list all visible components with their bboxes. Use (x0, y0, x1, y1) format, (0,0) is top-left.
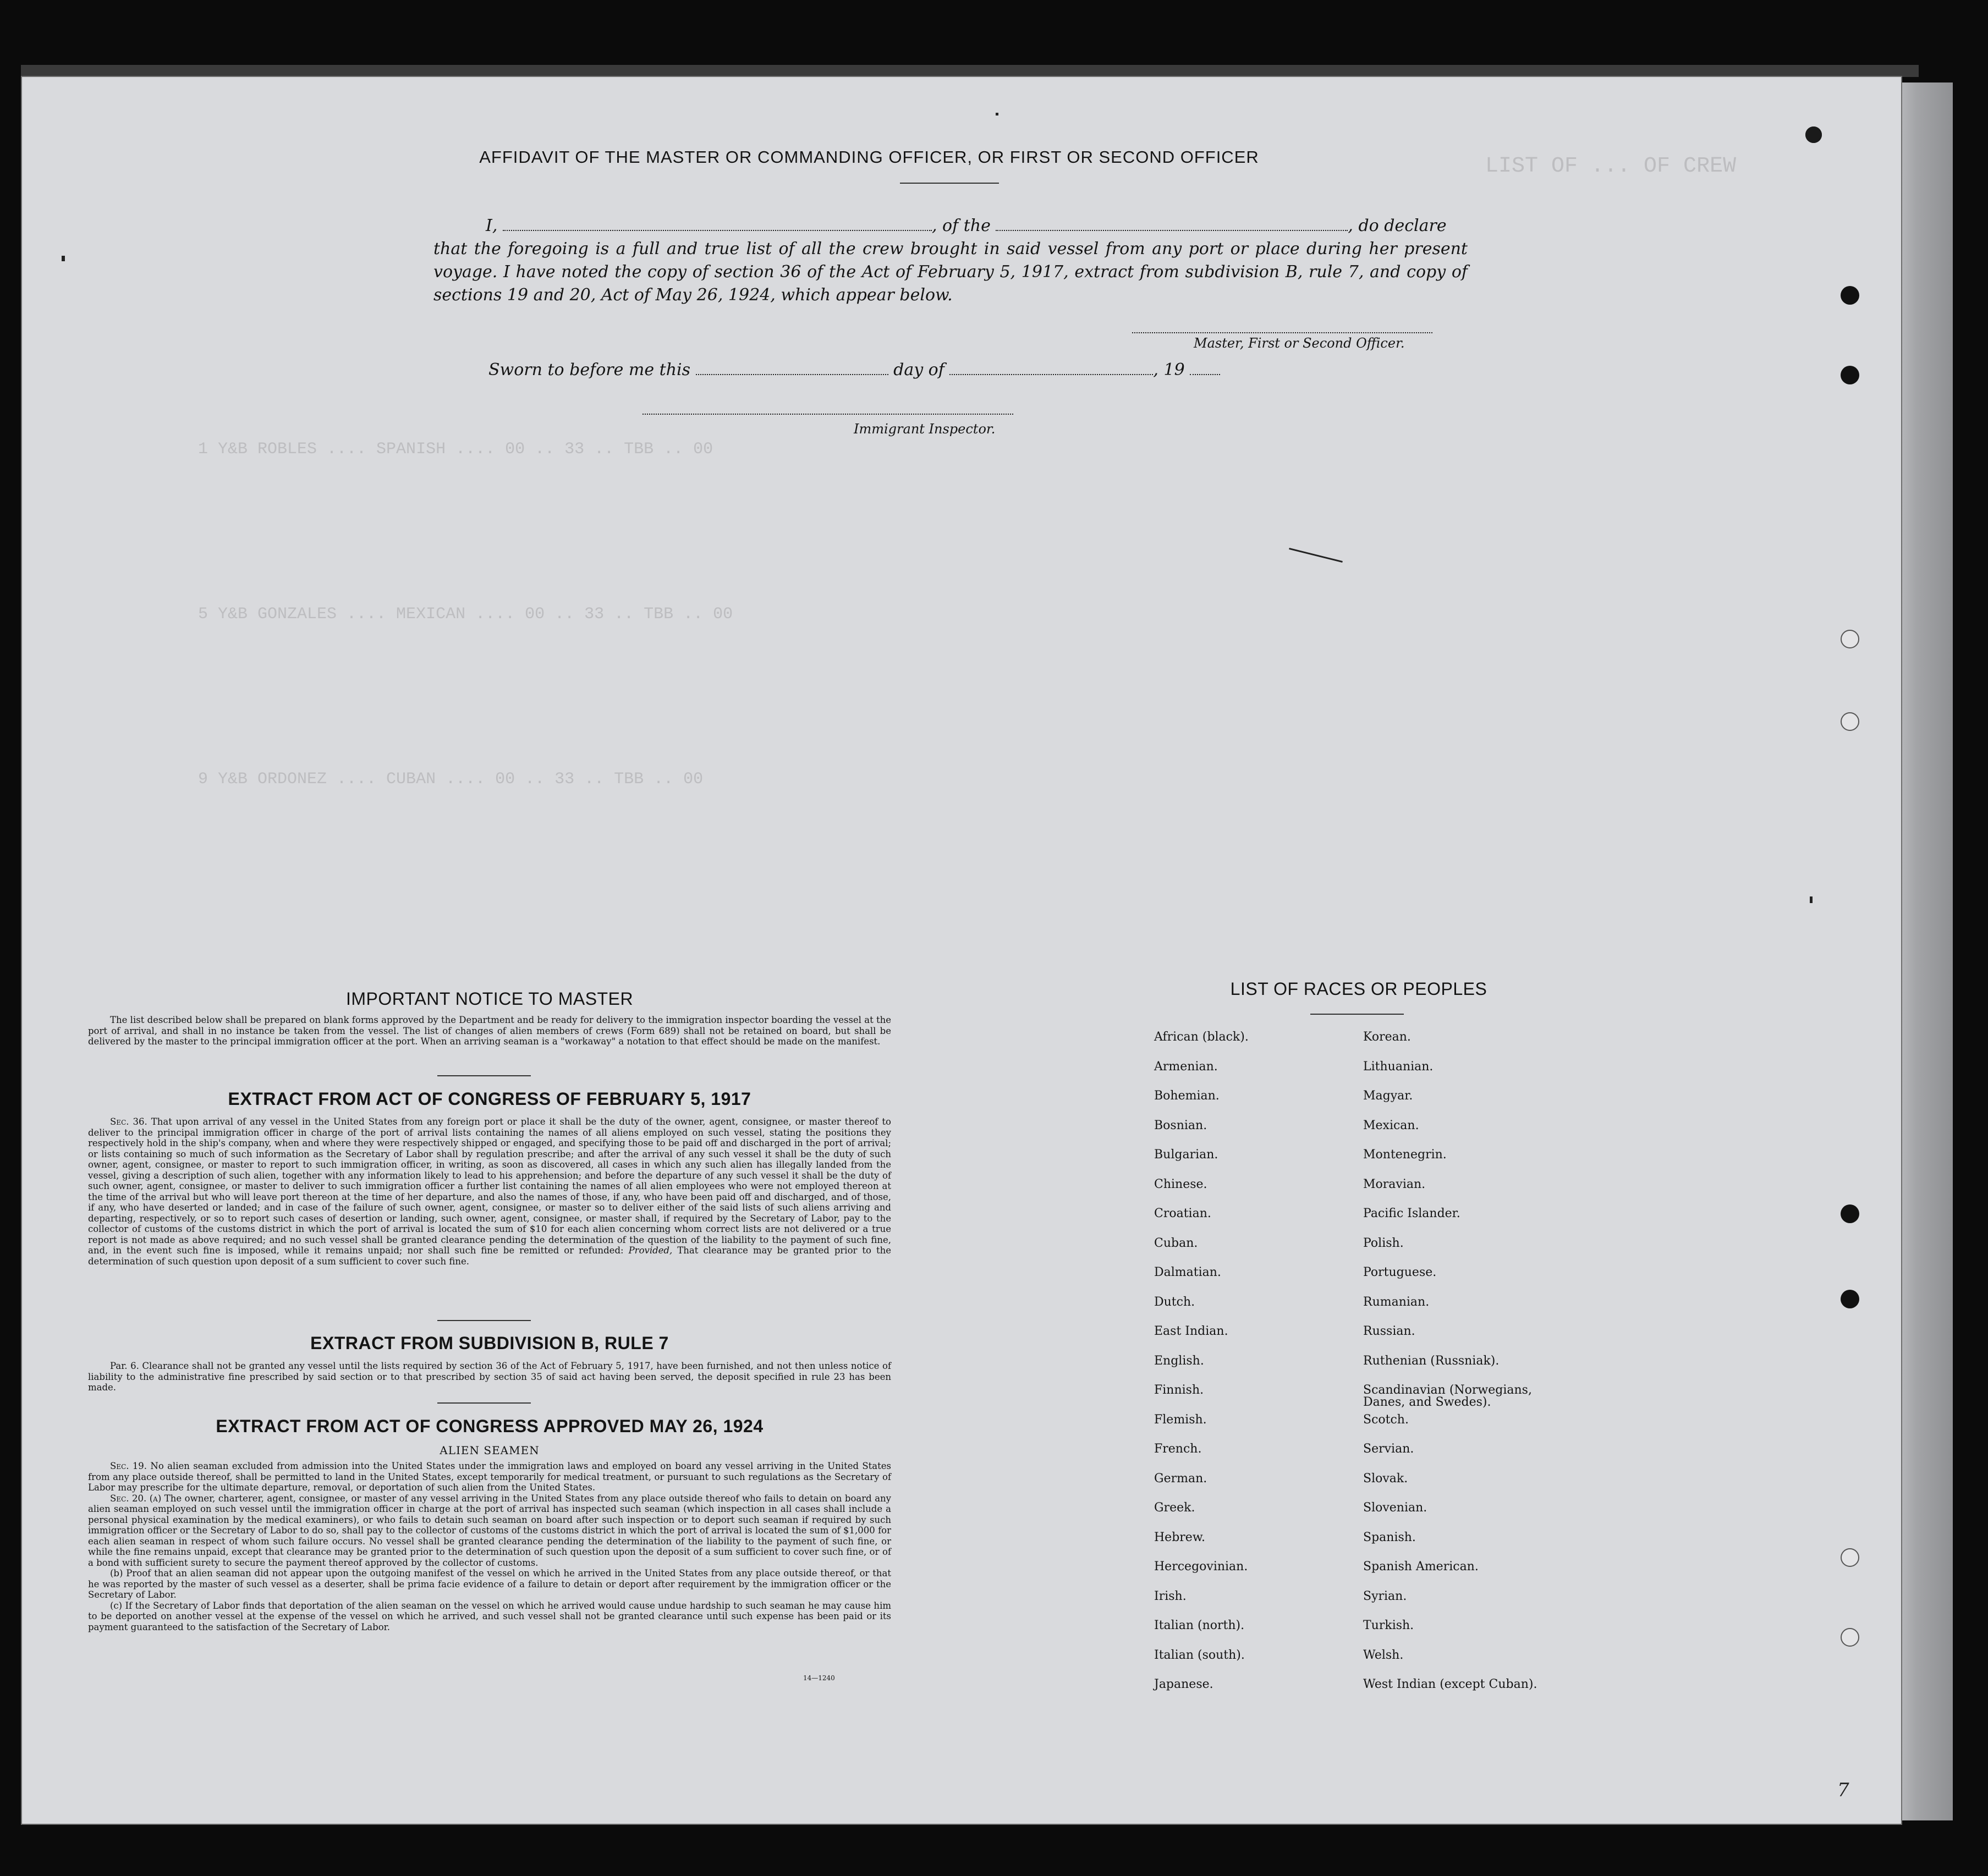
race-item: Bohemian. (1154, 1089, 1220, 1103)
provided-word: Provided, (628, 1245, 673, 1256)
race-item: Rumanian. (1363, 1295, 1430, 1309)
race-item: Magyar. (1363, 1089, 1413, 1103)
scan-speck (996, 113, 998, 115)
race-item: Lithuanian. (1363, 1059, 1434, 1074)
punch-hole (1841, 286, 1859, 305)
extract-1924-title: EXTRACT FROM ACT OF CONGRESS APPROVED MAY 26, 1924 (216, 1416, 764, 1436)
extract-1917-title: EXTRACT FROM ACT OF CONGRESS OF FEBRUARY 5, 1917 (228, 1089, 751, 1109)
race-item: Pacific Islander. (1363, 1207, 1460, 1220)
race-item: Spanish American. (1363, 1560, 1479, 1574)
extract-rule7-body (88, 1361, 891, 1393)
race-item: English. (1154, 1354, 1204, 1368)
race-item: French. (1154, 1442, 1202, 1456)
form-number: 14—1240 (803, 1674, 835, 1682)
affidavit-body (433, 213, 1468, 307)
race-item: Croatian. (1154, 1207, 1211, 1220)
inspector-caption: Immigrant Inspector. (854, 421, 996, 437)
vessel-name-field[interactable] (996, 213, 1348, 231)
races-title-rule (1310, 1014, 1404, 1015)
alien-seamen-subtitle: ALIEN SEAMEN (440, 1444, 540, 1457)
race-item: Bulgarian. (1154, 1148, 1218, 1162)
notice-paragraph: The list described below shall be prepared on blank forms approved by the Department and be ready for delivery to the immigration inspector boarding the vessel at the port of arrival, and shall in no instance be taken from the vessel. The list of changes of alien members of crews (Form 689) shall not be retained on board, but shall be delivered by the master to the principal immigration officer at the port. When an arriving seaman is a "workaway" a notation to that effect should be made on the manifest. (88, 1015, 891, 1047)
races-left-column (1154, 1031, 1249, 1708)
bleed-through-heading: LIST OF ... OF CREW (1485, 154, 1737, 179)
race-item: Italian (south). (1154, 1648, 1245, 1662)
punch-hole-ring (1841, 630, 1859, 648)
race-item: Scandinavian (Norwegians, Danes, and Swedes). (1363, 1383, 1532, 1409)
punch-hole-ring (1841, 1548, 1859, 1567)
race-item: Armenian. (1154, 1059, 1218, 1074)
race-item: Dutch. (1154, 1295, 1195, 1309)
sworn-line (488, 357, 1220, 379)
punch-hole-ring (1841, 712, 1859, 731)
race-item: Mexican. (1363, 1118, 1419, 1132)
bleed-through-row: 1 Y&B ROBLES .... SPANISH .... 00 .. 33 .. TBB .. 00 (198, 440, 713, 459)
race-item: Japanese. (1154, 1677, 1213, 1691)
extract-rule7-title: EXTRACT FROM SUBDIVISION B, RULE 7 (310, 1333, 669, 1353)
bleed-through-row: 5 Y&B GONZALES .... MEXICAN .... 00 .. 33 .. TBB .. 00 (198, 605, 733, 624)
sworn-label: Sworn to before me this (488, 360, 691, 379)
race-item: Hercegovinian. (1154, 1560, 1248, 1574)
punch-hole-ring (1841, 1628, 1859, 1647)
punch-hole (1841, 1204, 1859, 1223)
sworn-day-of: day of (893, 360, 944, 379)
punch-hole (1805, 126, 1822, 143)
sec20b-text: (b) Proof that an alien seaman did not appear upon the outgoing manifest of the vessel on which he arrived in the United States from any place outside thereof, or that he was reported by the master of such vessel as a deserter, shall be prima facie evidence of a failure to detain or deport after requirement by the immigration officer or the Secretary of Labor. (88, 1568, 891, 1600)
sec20c-text: (c) If the Secretary of Labor finds that deportation of the alien seaman on the vessel on which he arrived would cause undue hardship to such seaman he may cause him to be deported on another vessel at the expense of the vessel on which he arrived, and such vessel shall not be granted clearance until such expense has been paid or its payment guaranteed to the satisfaction of the Secretary of Labor. (88, 1600, 891, 1632)
bleed-through-row: 9 Y&B ORDONEZ .... CUBAN .... 00 .. 33 .. TBB .. 00 (198, 770, 704, 789)
race-item: Syrian. (1363, 1589, 1407, 1603)
race-item: Polish. (1363, 1236, 1404, 1250)
inspector-signature-line[interactable] (642, 414, 1013, 415)
sworn-day-field[interactable] (696, 357, 888, 375)
punch-hole (1841, 1290, 1859, 1308)
sec20a-text: The owner, charterer, agent, consignee, or master of any vessel arriving in the United States from any place outside thereof who fails to detain on board any alien seaman employed on such vessel until the immigration officer in charge at the port of arrival has inspected such seaman (which inspection in all cases shall include a personal physical examination by the medical examiners), or who fails to detain such seaman on board after such inspection or to deport such seaman if required by such immigration officer or the Secretary of Labor to do so, shall pay to the collector of customs of the customs district in which the port of arrival is located the sum of $1,000 for each alien seaman in respect of whom such failure occurs. No vessel shall be granted clearance pending the determination of the liability to the payment of such fine, or while the fine remains unpaid, except that clearance may be granted prior to the determination of such question upon the deposit of a sum sufficient to cover such fine, or of a bond with sufficient surety to secure the payment thereof approved by the collector of customs. (88, 1493, 891, 1568)
race-item: Dalmatian. (1154, 1266, 1221, 1279)
races-title: LIST OF RACES OR PEOPLES (1230, 979, 1487, 999)
race-item: Greek. (1154, 1501, 1195, 1515)
sworn-year-prefix: , 19 (1153, 360, 1185, 379)
race-item: Welsh. (1363, 1648, 1404, 1662)
race-item: Hebrew. (1154, 1530, 1206, 1544)
affidavit-statement: that the foregoing is a full and true list of all the crew brought in said vessel from any port or place during her present voyage. I have noted the copy of section 36 of the Act of February 5, 1917, extract from subdivision B, rule 7, and copy of sections 19 and 20, Act of May 26, 1924, which appear below. (433, 239, 1468, 305)
punch-hole (1841, 366, 1859, 384)
affidavit-do-declare: , do declare (1348, 216, 1447, 235)
race-item: Servian. (1363, 1442, 1414, 1456)
race-item: Italian (north). (1154, 1619, 1245, 1632)
race-item: Flemish. (1154, 1412, 1207, 1427)
scan-speck (62, 256, 65, 261)
sec19-text: No alien seaman excluded from admission into the United States under the immigration laws and employed on board any vessel arriving in the United States from any place outside thereof, shall be permitted to land in the United States, except temporarily for medical treatment, or pursuant to such regulations as the Secretary of Labor may prescribe for the ultimate departure, removal, or deportation of such alien from the United States. (88, 1461, 891, 1493)
race-item: Finnish. (1154, 1383, 1204, 1397)
master-signature-caption: Master, First or Second Officer. (1194, 335, 1405, 351)
sec19-label: Sec. 19. (110, 1461, 147, 1471)
section-rule (437, 1402, 531, 1404)
affidavit-of-the: , of the (931, 216, 991, 235)
race-item: Cuban. (1154, 1236, 1198, 1250)
sworn-month-field[interactable] (949, 357, 1153, 375)
race-item: Portuguese. (1363, 1266, 1437, 1279)
extract-1924-body (88, 1461, 891, 1632)
race-item: Spanish. (1363, 1530, 1416, 1544)
race-item: African (black). (1154, 1030, 1249, 1044)
affidavit-i-label: I, (486, 216, 498, 235)
section-rule (437, 1075, 531, 1076)
title-rule (900, 183, 999, 184)
handwritten-page-number: 7 (1837, 1779, 1849, 1801)
race-item: Ruthenian (Russniak). (1363, 1354, 1500, 1368)
extract-1917-body (88, 1116, 891, 1267)
section-rule (437, 1320, 531, 1321)
affidavit-title: AFFIDAVIT OF THE MASTER OR COMMANDING OFFICER, OR FIRST OR SECOND OFFICER (479, 147, 1259, 167)
notice-title: IMPORTANT NOTICE TO MASTER (345, 989, 634, 1009)
race-item: Slovak. (1363, 1471, 1408, 1486)
rule7-paragraph: Par. 6. Clearance shall not be granted any vessel until the lists required by section 36 of the Act of February 5, 1917, have been furnished, and not then unless notice of liability to the administrative fine prescribed by said section or to that prescribed by section 35 of said act having been served, the deposit specified in rule 23 has been made. (88, 1361, 891, 1393)
sec20-label: Sec. 20. (a) (110, 1493, 162, 1504)
race-item: West Indian (except Cuban). (1363, 1677, 1537, 1691)
race-item: Irish. (1154, 1589, 1187, 1603)
master-name-field[interactable] (503, 213, 932, 231)
races-right-column (1363, 1031, 1567, 1708)
master-signature-line[interactable] (1132, 332, 1432, 333)
sec36-text: That upon arrival of any vessel in the United States from any foreign port or place it shall be the duty of the owner, agent, consignee, or master thereof to deliver to the principal immigration officer in charge of the port of arrival lists containing the names of all aliens employed on such vessel, stating the positions they respectively hold in the ship's company, when and where they were respectively shipped or engaged, and specifying those to be paid off and discharged in the port of arrival; or lists containing so much of such information as the Secretary of Labor shall by regulation prescribe; and after the arrival of any such vessel it shall be the duty of such owner, agent, consignee, or master to report to such immigration officer, in writing, as soon as discovered, all cases in which any such alien has illegally landed from the vessel, giving a description of such alien, together with any information likely to lead to his apprehension; and before the departure of any such vessel it shall be the duty of such owner, agent, consignee, or master to deliver to such immigration officer a further list containing the names of all alien employees who were not employed thereon at the time of the arrival but who will leave port thereon at the time of her departure, and also the names of those, if any, who have been paid off and discharged, and of those, if any, who have deserted or landed; and in case of the failure of such owner, agent, consignee, or master so to deliver either of the said lists of such aliens arriving and departing, respectively, or so to report such cases of desertion or landing, such owner, agent, consignee, or master shall, if required by the Secretary of Labor, pay to the collector of customs of the customs district in which the port of arrival is located the sum of $10 for each alien concerning whom correct lists are not delivered or a true report is not made as above required; and no such vessel shall be granted clearance pending the determination of the question of the liability to the payment of such fine, and, in the event such fine is imposed, while it remains unpaid; nor shall such fine be remitted or refunded: (88, 1116, 891, 1256)
race-item: Slovenian. (1363, 1501, 1427, 1515)
race-item: Korean. (1363, 1030, 1411, 1044)
race-item: Chinese. (1154, 1177, 1207, 1191)
scan-border-top (21, 65, 1919, 77)
race-item: Bosnian. (1154, 1118, 1207, 1132)
scan-speck (1810, 896, 1813, 903)
race-item: Turkish. (1363, 1619, 1414, 1632)
notice-body (88, 1015, 891, 1047)
sworn-year-field[interactable] (1190, 357, 1220, 375)
race-item: Scotch. (1363, 1412, 1409, 1427)
race-item: Montenegrin. (1363, 1148, 1447, 1162)
race-item: German. (1154, 1471, 1207, 1486)
sec36-tail: That clearance may be granted prior to the determination of such question upon deposit of a sum sufficient to cover such fine. (88, 1245, 891, 1267)
race-item: Moravian. (1363, 1177, 1426, 1191)
race-item: East Indian. (1154, 1324, 1228, 1338)
sec36-label: Sec. 36. (110, 1116, 147, 1127)
race-item: Russian. (1363, 1324, 1415, 1338)
